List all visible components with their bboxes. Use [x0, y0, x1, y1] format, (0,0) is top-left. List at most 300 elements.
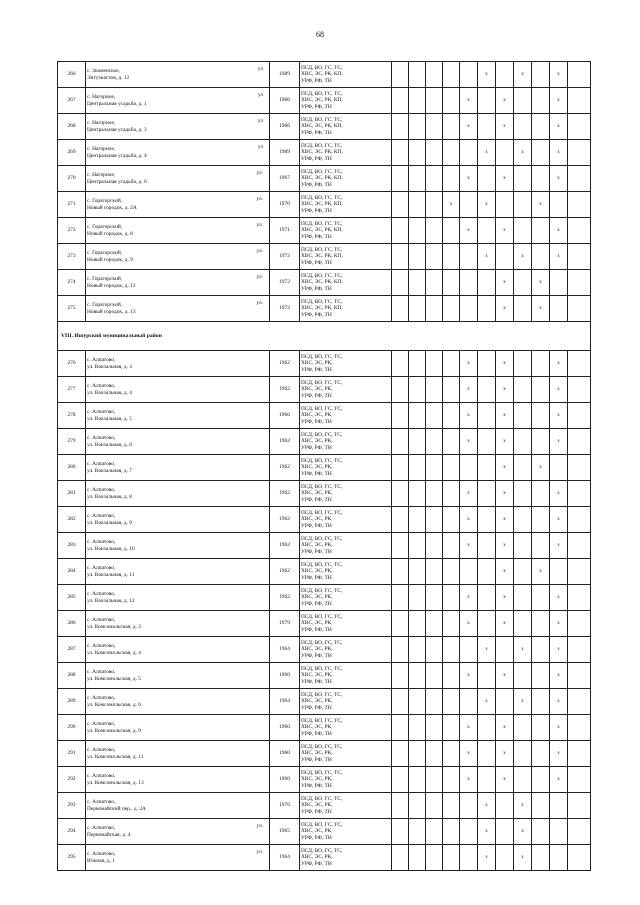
period-cell	[409, 715, 426, 741]
year-built: 1964	[270, 845, 300, 871]
address-locality: с. Горагорский,	[87, 302, 123, 309]
period-cell	[568, 819, 591, 845]
period-cell	[443, 88, 460, 114]
period-cell	[568, 767, 591, 793]
period-cell	[443, 244, 460, 270]
period-cell	[532, 166, 550, 192]
address-locality: с. Алпатово,	[87, 825, 116, 832]
year-built: 1962	[270, 455, 300, 481]
address-cell	[86, 819, 270, 845]
period-mark: х	[550, 637, 568, 663]
table-row	[58, 481, 591, 507]
address-locality: с. Знаменское,	[87, 68, 120, 75]
period-mark: х	[550, 481, 568, 507]
period-cell	[392, 689, 409, 715]
period-cell	[426, 637, 443, 663]
period-cell	[392, 715, 409, 741]
period-cell	[409, 559, 426, 585]
works-list: ПСД, ВО, ГС, ТС, ХВС, ЭС, РК, УРФ, РФ, ТН	[300, 377, 392, 403]
period-cell	[426, 351, 443, 377]
period-cell	[514, 351, 532, 377]
period-cell	[478, 114, 496, 140]
period-mark: х	[496, 455, 514, 481]
period-mark: х	[460, 218, 478, 244]
address-locality: с. Алпатово,	[87, 747, 116, 754]
year-built: 1973	[270, 296, 300, 322]
period-cell	[443, 296, 460, 322]
period-cell	[478, 559, 496, 585]
period-cell	[426, 166, 443, 192]
period-mark: х	[496, 166, 514, 192]
address-cell	[86, 793, 270, 819]
period-cell	[392, 244, 409, 270]
period-cell	[443, 377, 460, 403]
row-number: 267	[58, 88, 86, 114]
year-built: 1962	[270, 507, 300, 533]
period-mark: х	[496, 533, 514, 559]
works-list: ПСД, ВО, ГС, ТС, ХВС, ЭС, РК, УРФ, РФ, ТН	[300, 507, 392, 533]
period-mark: х	[514, 244, 532, 270]
period-cell	[478, 585, 496, 611]
works-list: ПСД, ВО, ГС, ТС, ХВС, ЭС, РК, УРФ, РФ, ТН	[300, 611, 392, 637]
period-cell	[496, 689, 514, 715]
period-cell	[532, 585, 550, 611]
period-cell	[409, 88, 426, 114]
address-locality: с. Алпатово,	[87, 539, 116, 546]
period-mark: х	[514, 637, 532, 663]
period-cell	[568, 611, 591, 637]
period-mark: х	[496, 741, 514, 767]
period-cell	[409, 192, 426, 218]
works-list: ПСД, ВО, ГС, ТС, ХВС, ЭС, РК, УРФ, РФ, ТН	[300, 637, 392, 663]
period-cell	[443, 481, 460, 507]
address-locality: с. Алпатово,	[87, 799, 116, 806]
period-cell	[568, 403, 591, 429]
address-locality: с. Нагорное,	[87, 172, 116, 179]
street-type-label: ул	[257, 66, 263, 72]
period-cell	[532, 715, 550, 741]
period-cell	[514, 270, 532, 296]
period-cell	[514, 296, 532, 322]
period-cell	[460, 793, 478, 819]
period-cell	[443, 637, 460, 663]
period-mark: х	[514, 689, 532, 715]
address-locality: с. Алпатово,	[87, 591, 116, 598]
period-mark: х	[460, 377, 478, 403]
address-cell	[86, 845, 270, 871]
period-mark: х	[514, 62, 532, 88]
period-mark: х	[496, 403, 514, 429]
period-cell	[514, 114, 532, 140]
period-cell	[392, 637, 409, 663]
period-cell	[568, 585, 591, 611]
period-cell	[426, 218, 443, 244]
period-mark: х	[550, 351, 568, 377]
period-cell	[532, 403, 550, 429]
address-street: ул. Вокзальная, д. 3	[87, 363, 132, 370]
period-cell	[409, 611, 426, 637]
address-locality: с. Алпатово,	[87, 513, 116, 520]
address-street: Новый городок, д. 2А	[87, 204, 137, 211]
period-cell	[392, 377, 409, 403]
period-mark: х	[460, 741, 478, 767]
works-list: ПСД, ВО, ГС, ТС, ХВС, ЭС, РК, УРФ, РФ, ТН	[300, 793, 392, 819]
address-locality: с. Алпатово,	[87, 565, 116, 572]
period-cell	[426, 403, 443, 429]
address-cell	[86, 559, 270, 585]
period-cell	[426, 793, 443, 819]
period-cell	[568, 663, 591, 689]
period-mark: х	[496, 481, 514, 507]
period-mark: х	[532, 270, 550, 296]
period-mark: х	[550, 166, 568, 192]
works-list: ПСД, ВО, ГС, ТС, ХВС, ЭС, РК, УРФ, РФ, ТН	[300, 429, 392, 455]
address-locality: с. Алпатово,	[87, 357, 116, 364]
period-mark: х	[460, 166, 478, 192]
period-mark: х	[496, 114, 514, 140]
period-cell	[514, 377, 532, 403]
works-list: ПСД, ВО, ГС, ТС, ХВС, ЭС, РК, УРФ, РФ, ТН	[300, 689, 392, 715]
period-cell	[426, 429, 443, 455]
address-cell	[86, 166, 270, 192]
period-cell	[496, 244, 514, 270]
period-cell	[409, 140, 426, 166]
period-mark: х	[496, 611, 514, 637]
row-number: 271	[58, 192, 86, 218]
period-cell	[568, 637, 591, 663]
period-cell	[426, 741, 443, 767]
period-mark: х	[514, 819, 532, 845]
period-cell	[478, 611, 496, 637]
period-mark: х	[443, 192, 460, 218]
period-mark: х	[478, 244, 496, 270]
period-cell	[409, 637, 426, 663]
row-number: 278	[58, 403, 86, 429]
period-cell	[568, 689, 591, 715]
address-locality: с. Горагорский,	[87, 250, 123, 257]
period-cell	[409, 114, 426, 140]
period-cell	[443, 533, 460, 559]
period-cell	[409, 793, 426, 819]
period-mark: х	[460, 88, 478, 114]
address-street: ул. Вокзальная, д. 5	[87, 415, 132, 422]
period-mark: х	[460, 114, 478, 140]
period-cell	[392, 455, 409, 481]
street-type-label: ул.	[256, 823, 263, 829]
period-cell	[568, 559, 591, 585]
period-cell	[392, 403, 409, 429]
row-number: 275	[58, 296, 86, 322]
table-row	[58, 637, 591, 663]
period-cell	[532, 611, 550, 637]
works-list: ПСД, ВО, ГС, ТС, ХВС, ЭС, РК, УРФ, РФ, ТН	[300, 741, 392, 767]
period-cell	[568, 192, 591, 218]
period-cell	[532, 689, 550, 715]
address-cell	[86, 741, 270, 767]
period-cell	[532, 533, 550, 559]
address-cell	[86, 715, 270, 741]
period-mark: х	[496, 296, 514, 322]
period-cell	[426, 663, 443, 689]
period-mark: х	[532, 192, 550, 218]
period-cell	[409, 481, 426, 507]
period-cell	[514, 429, 532, 455]
works-list: ПСД, ВО, ГС, ТС, ХВС, ЭС, РК, КП, УРФ, РФ, ТН	[300, 244, 392, 270]
period-mark: х	[460, 429, 478, 455]
period-cell	[443, 218, 460, 244]
table-row	[58, 218, 591, 244]
period-cell	[478, 663, 496, 689]
period-cell	[443, 741, 460, 767]
period-cell	[443, 507, 460, 533]
period-cell	[532, 218, 550, 244]
row-number: 273	[58, 244, 86, 270]
address-street: Первомайский пер., д. 2А	[87, 805, 146, 812]
period-cell	[426, 88, 443, 114]
address-street: Новый городок, д. 12	[87, 282, 136, 289]
period-cell	[409, 296, 426, 322]
period-cell	[514, 585, 532, 611]
address-cell	[86, 296, 270, 322]
period-cell	[478, 455, 496, 481]
period-mark: х	[550, 585, 568, 611]
street-type-label: ул.	[256, 196, 263, 202]
year-built: 1976	[270, 793, 300, 819]
period-cell	[426, 559, 443, 585]
table-row	[58, 114, 591, 140]
year-built: 1972	[270, 270, 300, 296]
address-street: ул. Комсомольская, д. 11	[87, 753, 144, 760]
address-cell	[86, 244, 270, 270]
table-row	[58, 62, 591, 88]
period-cell	[496, 819, 514, 845]
period-mark: х	[550, 403, 568, 429]
works-list: ПСД, ВО, ГС, ТС, ХВС, ЭС, РК, КП, УРФ, РФ, ТН	[300, 218, 392, 244]
address-cell	[86, 663, 270, 689]
year-built: 1960	[270, 741, 300, 767]
period-cell	[532, 845, 550, 871]
row-number: 266	[58, 62, 86, 88]
period-cell	[392, 429, 409, 455]
period-cell	[532, 377, 550, 403]
period-cell	[568, 351, 591, 377]
address-locality: с. Горагорский,	[87, 224, 123, 231]
period-cell	[426, 114, 443, 140]
period-mark: х	[514, 793, 532, 819]
period-cell	[568, 507, 591, 533]
period-mark: х	[460, 611, 478, 637]
street-type-label: ул	[257, 92, 263, 98]
period-cell	[568, 429, 591, 455]
period-cell	[550, 819, 568, 845]
row-number: 295	[58, 845, 86, 871]
period-mark: х	[496, 88, 514, 114]
address-cell	[86, 62, 270, 88]
period-cell	[409, 533, 426, 559]
works-list: ПСД, ВО, ГС, ТС, ХВС, ЭС, РК, УРФ, РФ, ТН	[300, 715, 392, 741]
address-locality: с. Нагорное,	[87, 94, 116, 101]
page-number: 68	[316, 30, 324, 39]
table-row	[58, 377, 591, 403]
period-cell	[409, 585, 426, 611]
address-street: ул. Вокзальная, д. 10	[87, 545, 135, 552]
address-locality: с. Алпатово,	[87, 851, 116, 858]
year-built: 1989	[270, 62, 300, 88]
period-cell	[568, 715, 591, 741]
address-cell	[86, 192, 270, 218]
street-type-label: ул.	[256, 849, 263, 855]
period-mark: х	[460, 533, 478, 559]
table-row	[58, 507, 591, 533]
period-cell	[392, 793, 409, 819]
period-cell	[514, 455, 532, 481]
period-mark: х	[550, 140, 568, 166]
street-type-label: ул.	[256, 248, 263, 254]
street-type-label: ул.	[256, 170, 263, 176]
period-cell	[532, 637, 550, 663]
period-cell	[392, 270, 409, 296]
address-street: Энтузиастов, д. 12	[87, 74, 130, 81]
period-mark: х	[460, 507, 478, 533]
period-cell	[550, 270, 568, 296]
period-cell	[392, 166, 409, 192]
row-number: 291	[58, 741, 86, 767]
row-number: 290	[58, 715, 86, 741]
period-cell	[409, 218, 426, 244]
period-mark: х	[550, 429, 568, 455]
period-cell	[392, 819, 409, 845]
works-list: ПСД, ВО, ГС, ТС, ХВС, ЭС, РК, КП, УРФ, РФ, ТН	[300, 114, 392, 140]
address-locality: с. Горагорский,	[87, 276, 123, 283]
period-cell	[568, 741, 591, 767]
period-cell	[550, 793, 568, 819]
address-street: ул. Вокзальная, д. 8	[87, 493, 132, 500]
period-cell	[568, 244, 591, 270]
address-street: Центральная усадьба, д. 3	[87, 126, 147, 133]
period-cell	[409, 507, 426, 533]
period-mark: х	[496, 663, 514, 689]
row-number: 284	[58, 559, 86, 585]
period-cell	[532, 244, 550, 270]
period-cell	[392, 114, 409, 140]
period-mark: х	[550, 767, 568, 793]
address-cell	[86, 403, 270, 429]
address-locality: с. Алпатово,	[87, 383, 116, 390]
period-mark: х	[496, 429, 514, 455]
period-cell	[392, 767, 409, 793]
period-mark: х	[478, 819, 496, 845]
row-number: 286	[58, 611, 86, 637]
period-cell	[478, 270, 496, 296]
period-mark: х	[550, 611, 568, 637]
address-locality: с. Нагорное,	[87, 146, 116, 153]
address-street: Новый городок, д. 9	[87, 256, 133, 263]
table-row	[58, 533, 591, 559]
period-cell	[478, 351, 496, 377]
period-mark: х	[550, 533, 568, 559]
period-cell	[568, 114, 591, 140]
works-list: ПСД, ВО, ГС, ТС, ХВС, ЭС, РК, УРФ, РФ, ТН	[300, 663, 392, 689]
period-cell	[443, 114, 460, 140]
period-cell	[392, 585, 409, 611]
period-cell	[478, 767, 496, 793]
row-number: 274	[58, 270, 86, 296]
street-type-label: ул.	[256, 222, 263, 228]
period-cell	[409, 819, 426, 845]
period-mark: х	[550, 715, 568, 741]
year-built: 1979	[270, 611, 300, 637]
period-cell	[496, 845, 514, 871]
period-cell	[409, 689, 426, 715]
table-row	[58, 429, 591, 455]
period-cell	[568, 481, 591, 507]
works-list: ПСД, ВО, ГС, ТС, ХВС, ЭС, РК, УРФ, РФ, ТН	[300, 819, 392, 845]
period-mark: х	[496, 767, 514, 793]
address-street: Центральная усадьба, д. 6	[87, 178, 147, 185]
period-cell	[426, 533, 443, 559]
period-cell	[514, 88, 532, 114]
period-cell	[478, 218, 496, 244]
period-cell	[478, 296, 496, 322]
period-cell	[460, 192, 478, 218]
period-cell	[426, 819, 443, 845]
works-list: ПСД, ВО, ГС, ТС, ХВС, ЭС, РК, УРФ, РФ, ТН	[300, 767, 392, 793]
address-street: Новый городок, д. 13	[87, 308, 136, 315]
period-cell	[443, 429, 460, 455]
year-built: 1962	[270, 559, 300, 585]
address-locality: с. Алпатово,	[87, 487, 116, 494]
year-built: 1962	[270, 585, 300, 611]
period-cell	[409, 244, 426, 270]
period-cell	[426, 845, 443, 871]
period-cell	[514, 663, 532, 689]
period-cell	[478, 741, 496, 767]
table-row	[58, 585, 591, 611]
address-street: ул. Вокзальная, д. 6	[87, 441, 132, 448]
period-cell	[550, 455, 568, 481]
period-cell	[426, 377, 443, 403]
period-cell	[568, 62, 591, 88]
period-cell	[443, 559, 460, 585]
period-mark: х	[478, 140, 496, 166]
table-row	[58, 140, 591, 166]
street-type-label: ул.	[256, 300, 263, 306]
period-mark: х	[514, 845, 532, 871]
year-built: 1966	[270, 88, 300, 114]
address-cell	[86, 140, 270, 166]
table-row	[58, 88, 591, 114]
period-cell	[514, 559, 532, 585]
period-cell	[532, 429, 550, 455]
period-mark: х	[550, 244, 568, 270]
period-cell	[514, 403, 532, 429]
row-number: 293	[58, 793, 86, 819]
address-locality: с. Горагорский,	[87, 198, 123, 205]
period-cell	[426, 689, 443, 715]
period-cell	[550, 296, 568, 322]
table-row	[58, 611, 591, 637]
period-cell	[478, 507, 496, 533]
period-cell	[532, 767, 550, 793]
period-cell	[532, 351, 550, 377]
period-cell	[568, 218, 591, 244]
address-locality: с. Алпатово,	[87, 409, 116, 416]
period-cell	[532, 507, 550, 533]
address-street: ул. Комсомольская, д. 6	[87, 701, 141, 708]
table-row	[58, 403, 591, 429]
address-street: ул. Вокзальная, д. 12	[87, 597, 135, 604]
period-mark: х	[550, 62, 568, 88]
